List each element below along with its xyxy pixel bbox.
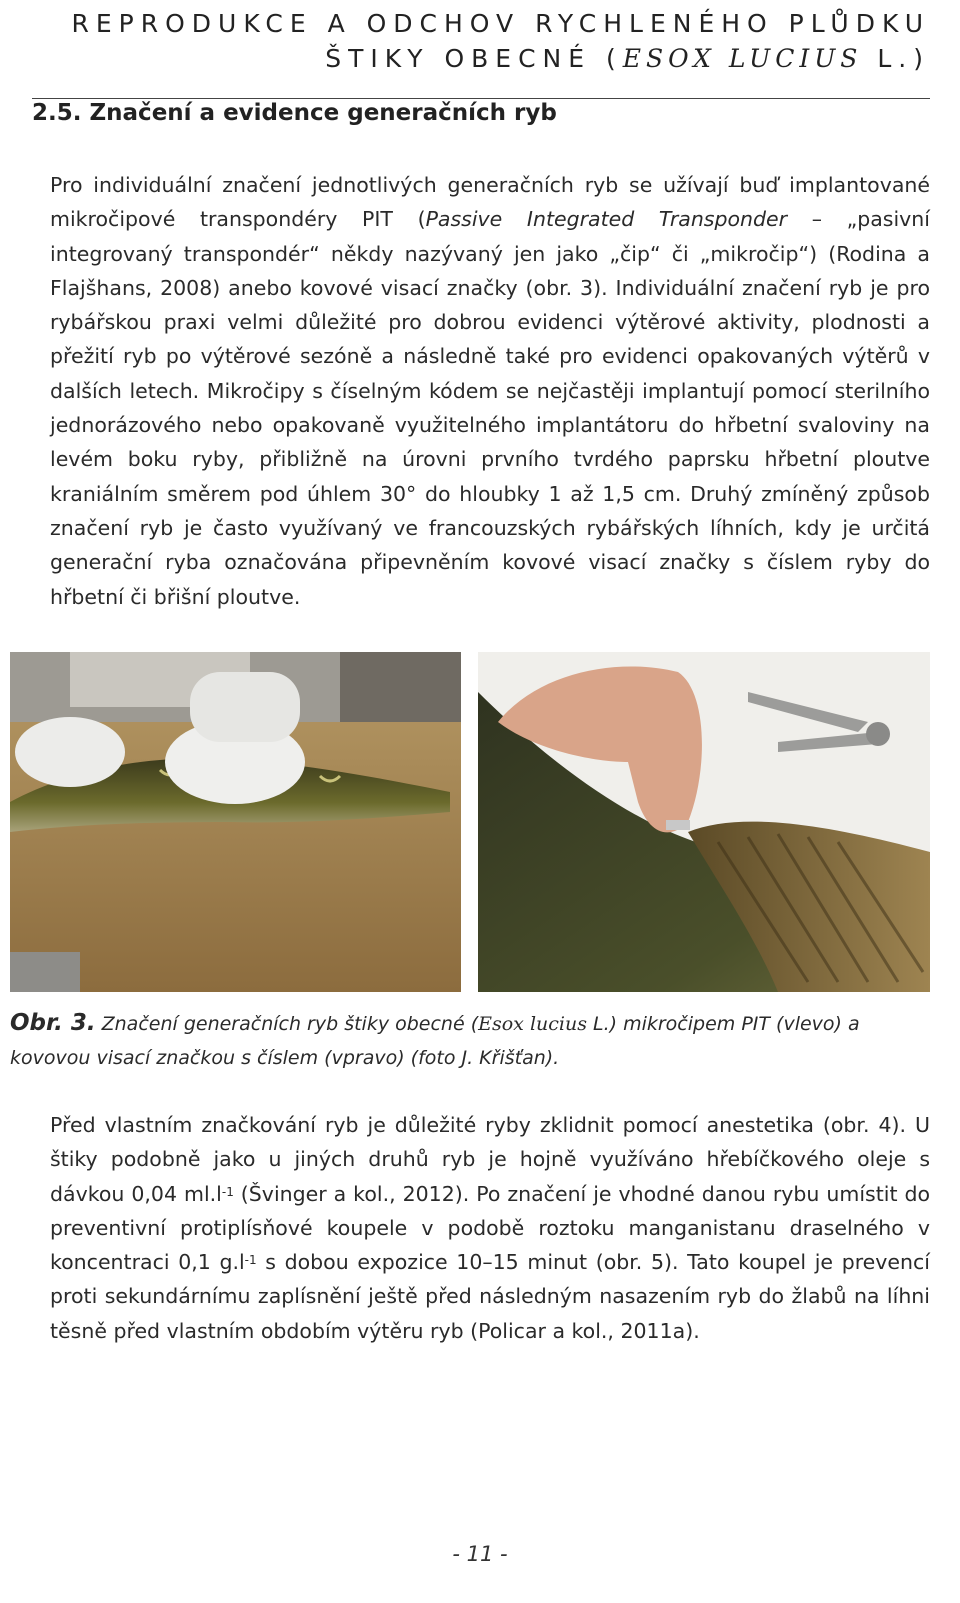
caption-latin: Esox lucius	[478, 1013, 587, 1035]
photo-metal-tag	[478, 652, 930, 992]
header-line-2-prefix: ŠTIKY OBECNÉ (	[325, 44, 623, 73]
para2-text-a: Před vlastním značkování ryb je důležité ryby zklidnit pomocí anestetika (obr. 4). U štiky podobně jako u jiných druhů ryb je hojně využíváno hřebíčkového oleje s dávkou 0,04 ml.l	[50, 1113, 930, 1206]
header-line-1: REPRODUKCE A ODCHOV RYCHLENÉHO PLŮDKU	[71, 9, 930, 38]
para1-text-a: Pro individuální značení jednotlivých generačních ryb se užívají buď implantované mikročipové transpondéry PIT (	[50, 173, 930, 232]
para1-italic: Passive Integrated Transponder	[425, 207, 788, 232]
section-title: 2.5. Značení a evidence generačních ryb	[32, 100, 557, 126]
running-header	[72, 6, 931, 76]
paragraph-2	[10, 1108, 930, 1348]
caption-text-b: L.) mikročipem PIT (vlevo) a kovovou visací značkou s číslem (vpravo) (foto J. Křišťan).	[10, 1013, 860, 1069]
header-rule	[32, 98, 930, 99]
header-line-2-suffix: L.)	[862, 44, 930, 73]
para1-text-b: – „pasivní integrovaný transpondér“ někdy nazývaný jen jako „čip“ či „mikročip“) (Rodina a Flajšhans, 2008) anebo kovové visací značky (obr. 3). Individuální značení ryb je pro rybářskou praxi velmi důležité pro dobrou evidenci výtěrové aktivity, plodnosti a přežití ryb po výtěrové sezóně a následně také pro evidenci opakovaných výtěrů v dalších letech. Mikročipy s číselným kódem se nejčastěji implantují pomocí sterilního jednorázového nebo opakovaně využitelného implantátoru do hřbetní svaloviny na levém boku ryby, přibližně na úrovni prvního tvrdého paprsku hřbetní ploutve kraniálním směrem pod úhlem 30° do hloubky 1 až 1,5 cm. Druhý zmíněný způsob značení ryb je často využívaný ve francouzských rybářských líhních, kdy je určitá generační ryba označována připevněním kovové visací značky s číslem ryby do hřbetní či břišní ploutve.	[50, 207, 930, 609]
superscript-1: -1	[221, 1184, 234, 1199]
page-number: - 11 -	[452, 1542, 508, 1566]
figure-caption	[10, 1006, 935, 1075]
para2-text-c: s dobou expozice 10–15 minut (obr. 5). Tato koupel je prevencí proti sekundárnímu zaplísnění ještě před následným nasazením ryb do žlabů na líhni těsně před vlastním obdobím výtěru ryb (Policar a kol., 2011a).	[50, 1250, 930, 1343]
superscript-2: -1	[244, 1253, 257, 1268]
para2-text-b: (Švinger a kol., 2012). Po značení je vhodné danou rybu umístit do preventivní protiplísňové koupele v podobě roztoku manganistanu draselného v koncentraci 0,1 g.l	[50, 1181, 931, 1275]
header-latin-name: ESOX LUCIUS	[622, 44, 863, 73]
figure-label: Obr. 3.	[10, 1010, 96, 1036]
paragraph-1	[10, 168, 930, 614]
photo-pit-implant	[10, 652, 461, 992]
caption-text-a: Značení generačních ryb štiky obecné (	[95, 1013, 479, 1035]
header-line-2	[72, 41, 931, 76]
